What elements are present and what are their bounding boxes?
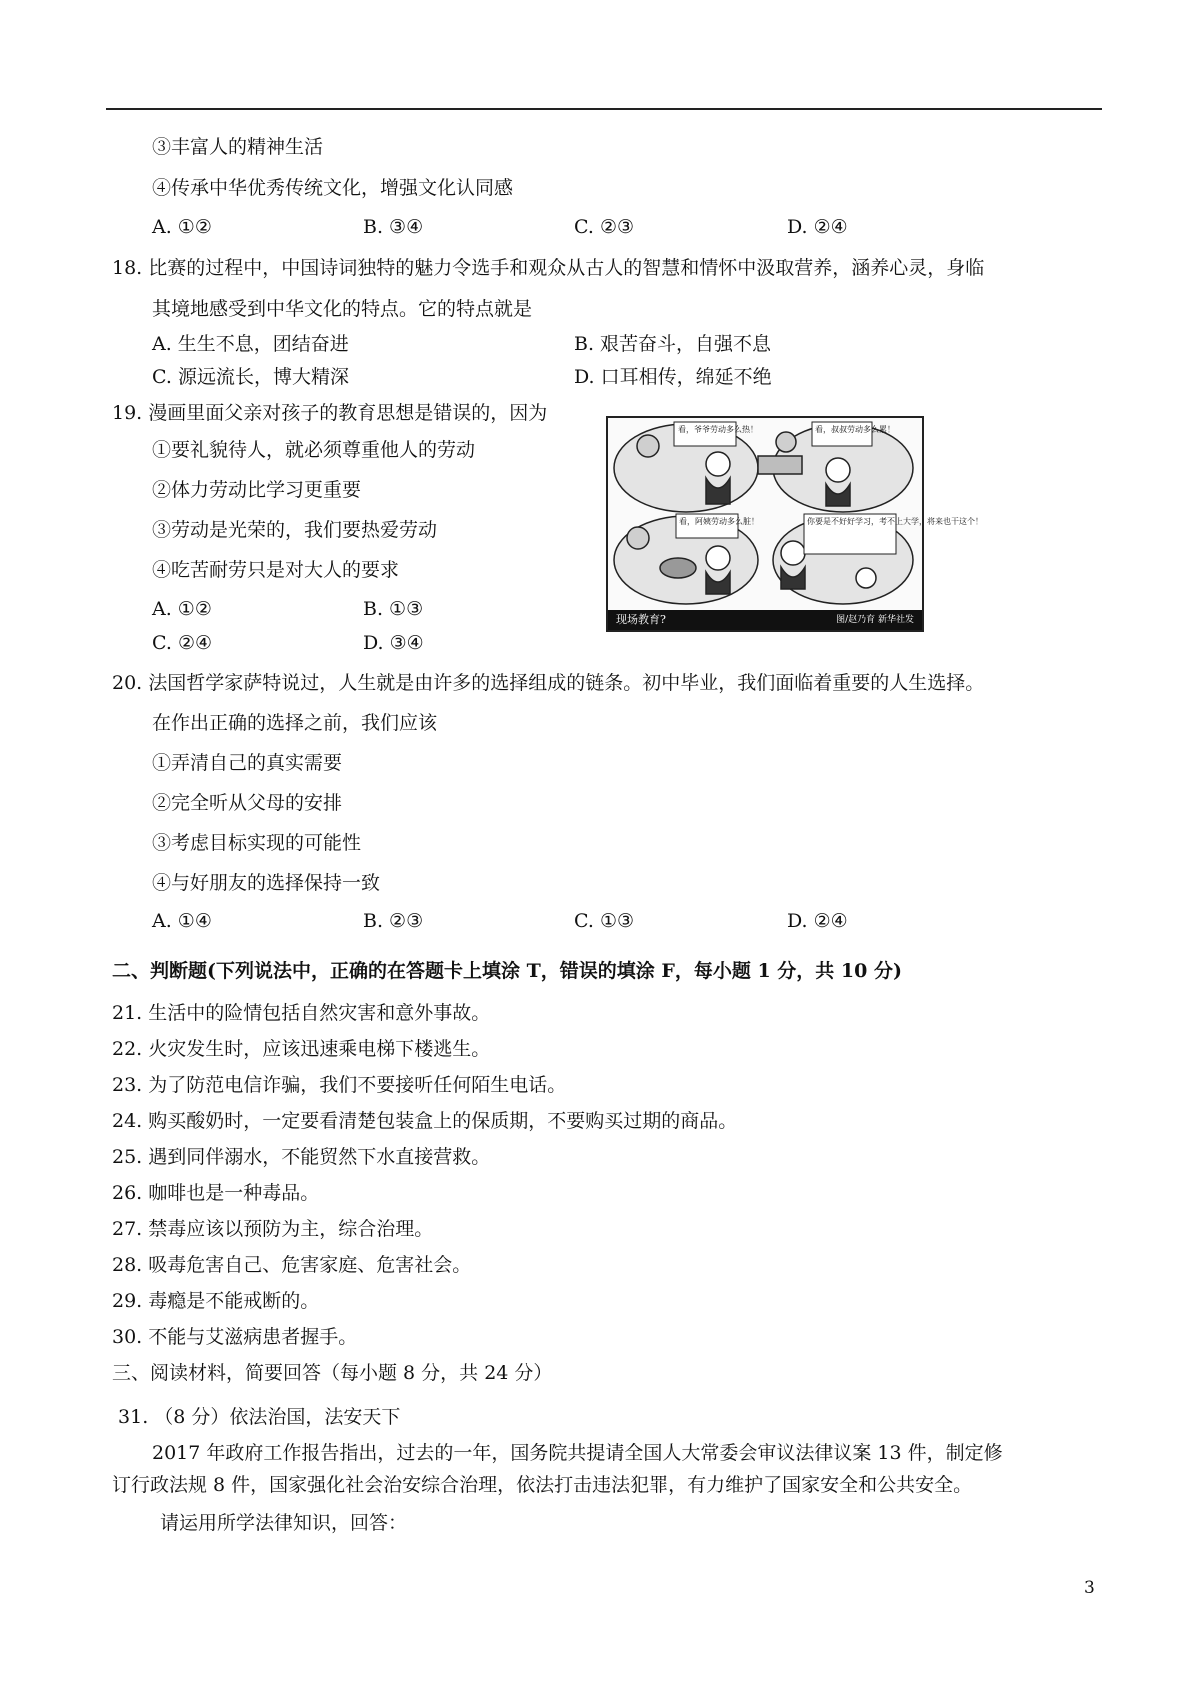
q31-p2: 订行政法规 8 件，国家强化社会治安综合治理，依法打击违法犯罪，有力维护了国家安全和公共安全。: [112, 1474, 973, 1496]
q20-l1: 20. 法国哲学家萨特说过，人生就是由许多的选择组成的链条。初中毕业，我们面临着重要的人生选择。: [112, 672, 985, 694]
q18-c: C. 源远流长，博大精深: [152, 366, 349, 388]
cartoon-drawing: [608, 418, 983, 610]
cartoon-image: [606, 416, 983, 632]
q28: 28. 吸毒危害自己、危害家庭、危害社会。: [112, 1254, 472, 1276]
bubble-4: 你要是不好好学习，考不上大学，将来也干这个！: [807, 517, 983, 526]
sec2-title: 二、判断题(下列说法中，正确的在答题卡上填涂 T，错误的填涂 F，每小题 1 分，共 10 分): [112, 960, 902, 982]
q25: 25. 遇到同伴溺水，不能贸然下水直接营救。: [112, 1146, 491, 1168]
q19-d: D. ③④: [363, 632, 424, 654]
q20-opt3: ③考虑目标实现的可能性: [152, 832, 362, 854]
q19-opt3: ③劳动是光荣的，我们要热爱劳动: [152, 519, 438, 541]
q31-p3: 请运用所学法律知识，回答：: [160, 1512, 408, 1534]
q20-opt2: ②完全听从父母的安排: [152, 792, 343, 814]
q19-b: B. ①③: [363, 598, 424, 620]
q20-opt1: ①弄清自己的真实需要: [152, 752, 343, 774]
q17-d: D. ②④: [787, 216, 848, 238]
q26: 26. 咖啡也是一种毒品。: [112, 1182, 320, 1204]
q22: 22. 火灾发生时，应该迅速乘电梯下楼逃生。: [112, 1038, 491, 1060]
q21: 21. 生活中的险情包括自然灾害和意外事故。: [112, 1002, 491, 1024]
bubble-3: 看，阿姨劳动多么脏！: [679, 517, 759, 526]
cartoon-credit: 图/赵乃育 新华社发: [836, 615, 914, 625]
q17-b: B. ③④: [363, 216, 424, 238]
cartoon-caption-bar: [608, 610, 922, 630]
q27: 27. 禁毒应该以预防为主，综合治理。: [112, 1218, 434, 1240]
q31-p1: 2017 年政府工作报告指出，过去的一年，国务院共提请全国人大常委会审议法律议案 13 件，制定修: [152, 1442, 1003, 1464]
q18-d: D. 口耳相传，绵延不绝: [574, 366, 772, 388]
q18-a: A. 生生不息，团结奋进: [152, 333, 349, 355]
q17-opt3: ③丰富人的精神生活: [152, 136, 324, 158]
cartoon-caption: 现场教育?: [616, 613, 666, 626]
q18-l1: 18. 比赛的过程中，中国诗词独特的魅力令选手和观众从古人的智慧和情怀中汲取营养，涵养心灵，身临: [112, 257, 985, 279]
page-number: 3: [1084, 1578, 1095, 1598]
q20-opt4: ④与好朋友的选择保持一致: [152, 872, 381, 894]
sec3-title: 三、阅读材料，简要回答（每小题 8 分，共 24 分）: [112, 1362, 553, 1384]
q30: 30. 不能与艾滋病患者握手。: [112, 1326, 358, 1348]
bubble-2: 看，叔叔劳动多么累！: [815, 425, 895, 434]
q20-l2: 在作出正确的选择之前，我们应该: [152, 712, 438, 734]
q17-c: C. ②③: [574, 216, 635, 238]
q18-l2: 其境地感受到中华文化的特点。它的特点就是: [152, 298, 533, 320]
q19-l1: 19. 漫画里面父亲对孩子的教育思想是错误的，因为: [112, 402, 548, 424]
header-rule: [106, 108, 1102, 110]
q17-opt4: ④传承中华优秀传统文化，增强文化认同感: [152, 177, 514, 199]
q20-d: D. ②④: [787, 910, 848, 932]
bubble-1: 看，爷爷劳动多么热！: [678, 425, 758, 434]
q23: 23. 为了防范电信诈骗，我们不要接听任何陌生电话。: [112, 1074, 567, 1096]
q19-opt2: ②体力劳动比学习更重要: [152, 479, 362, 501]
q18-b: B. 艰苦奋斗，自强不息: [574, 333, 772, 355]
q19-opt1: ①要礼貌待人，就必须尊重他人的劳动: [152, 439, 476, 461]
q20-a: A. ①④: [152, 910, 212, 932]
q19-a: A. ①②: [152, 598, 212, 620]
q24: 24. 购买酸奶时，一定要看清楚包装盒上的保质期，不要购买过期的商品。: [112, 1110, 738, 1132]
q31-title: 31. （8 分）依法治国，法安天下: [112, 1406, 401, 1428]
q17-a: A. ①②: [152, 216, 212, 238]
q19-opt4: ④吃苦耐劳只是对大人的要求: [152, 559, 400, 581]
q29: 29. 毒瘾是不能戒断的。: [112, 1290, 320, 1312]
q20-c: C. ①③: [574, 910, 635, 932]
q20-b: B. ②③: [363, 910, 424, 932]
q19-c: C. ②④: [152, 632, 213, 654]
